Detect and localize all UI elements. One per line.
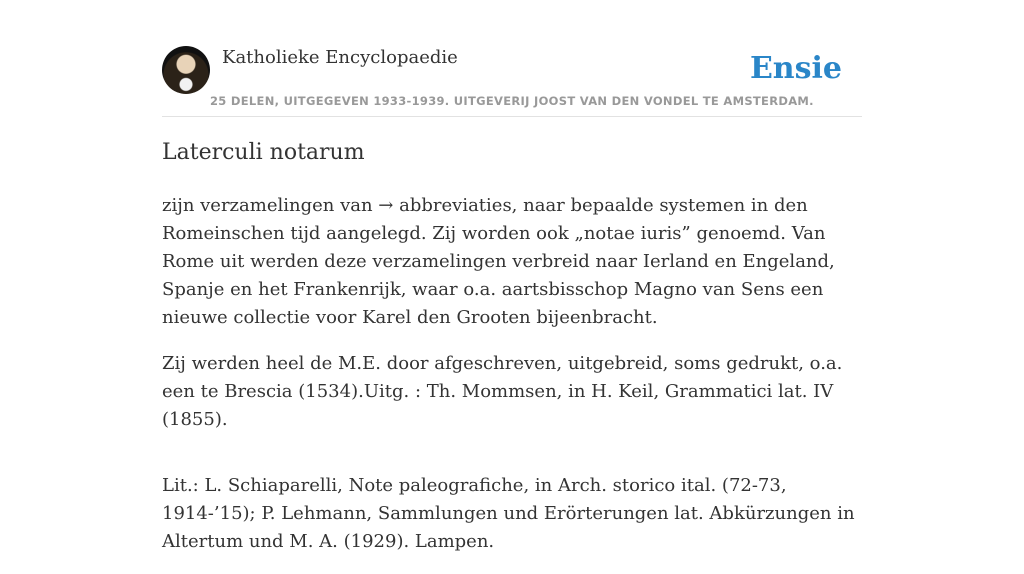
article-body bbox=[162, 192, 862, 574]
article-paragraph-1: zijn verzamelingen van → abbreviaties, naar bepaalde systemen in den Romeinschen tijd aangelegd. Zij worden ook „notae iuris” genoemd. Van Rome uit werden deze verzamelingen verbreid naar Ierland en Engeland, Spanje en het Frankenrijk, waar o.a. aartsbisschop Magno van Sens een nieuwe collectie voor Karel den Grooten bijeenbracht. bbox=[162, 195, 835, 328]
article-paragraph-2: Zij werden heel de M.E. door afgeschreven, uitgebreid, soms gedrukt, o.a. een te Brescia (1534).Uitg. : Th. Mommsen, in H. Keil, Grammatici lat. IV (1855). bbox=[162, 353, 843, 430]
article-literature: Lit.: L. Schiaparelli, Note paleografiche, in Arch. storico ital. (72-73, 1914-’15); P. Lehmann, Sammlungen und Erörterungen lat. Abkürzungen in Altertum und M. A. (1929). Lampen. bbox=[162, 475, 855, 552]
ensie-logo[interactable]: Ensie bbox=[749, 51, 842, 86]
article-title: Laterculi notarum bbox=[162, 140, 365, 165]
site-header bbox=[162, 46, 862, 117]
site-subtitle: 25 DELEN, UITGEGEVEN 1933-1939. UITGEVERIJ JOOST VAN DEN VONDEL TE AMSTERDAM. bbox=[210, 94, 814, 108]
portrait-avatar[interactable] bbox=[162, 46, 210, 94]
site-title[interactable]: Katholieke Encyclopaedie bbox=[222, 47, 458, 68]
